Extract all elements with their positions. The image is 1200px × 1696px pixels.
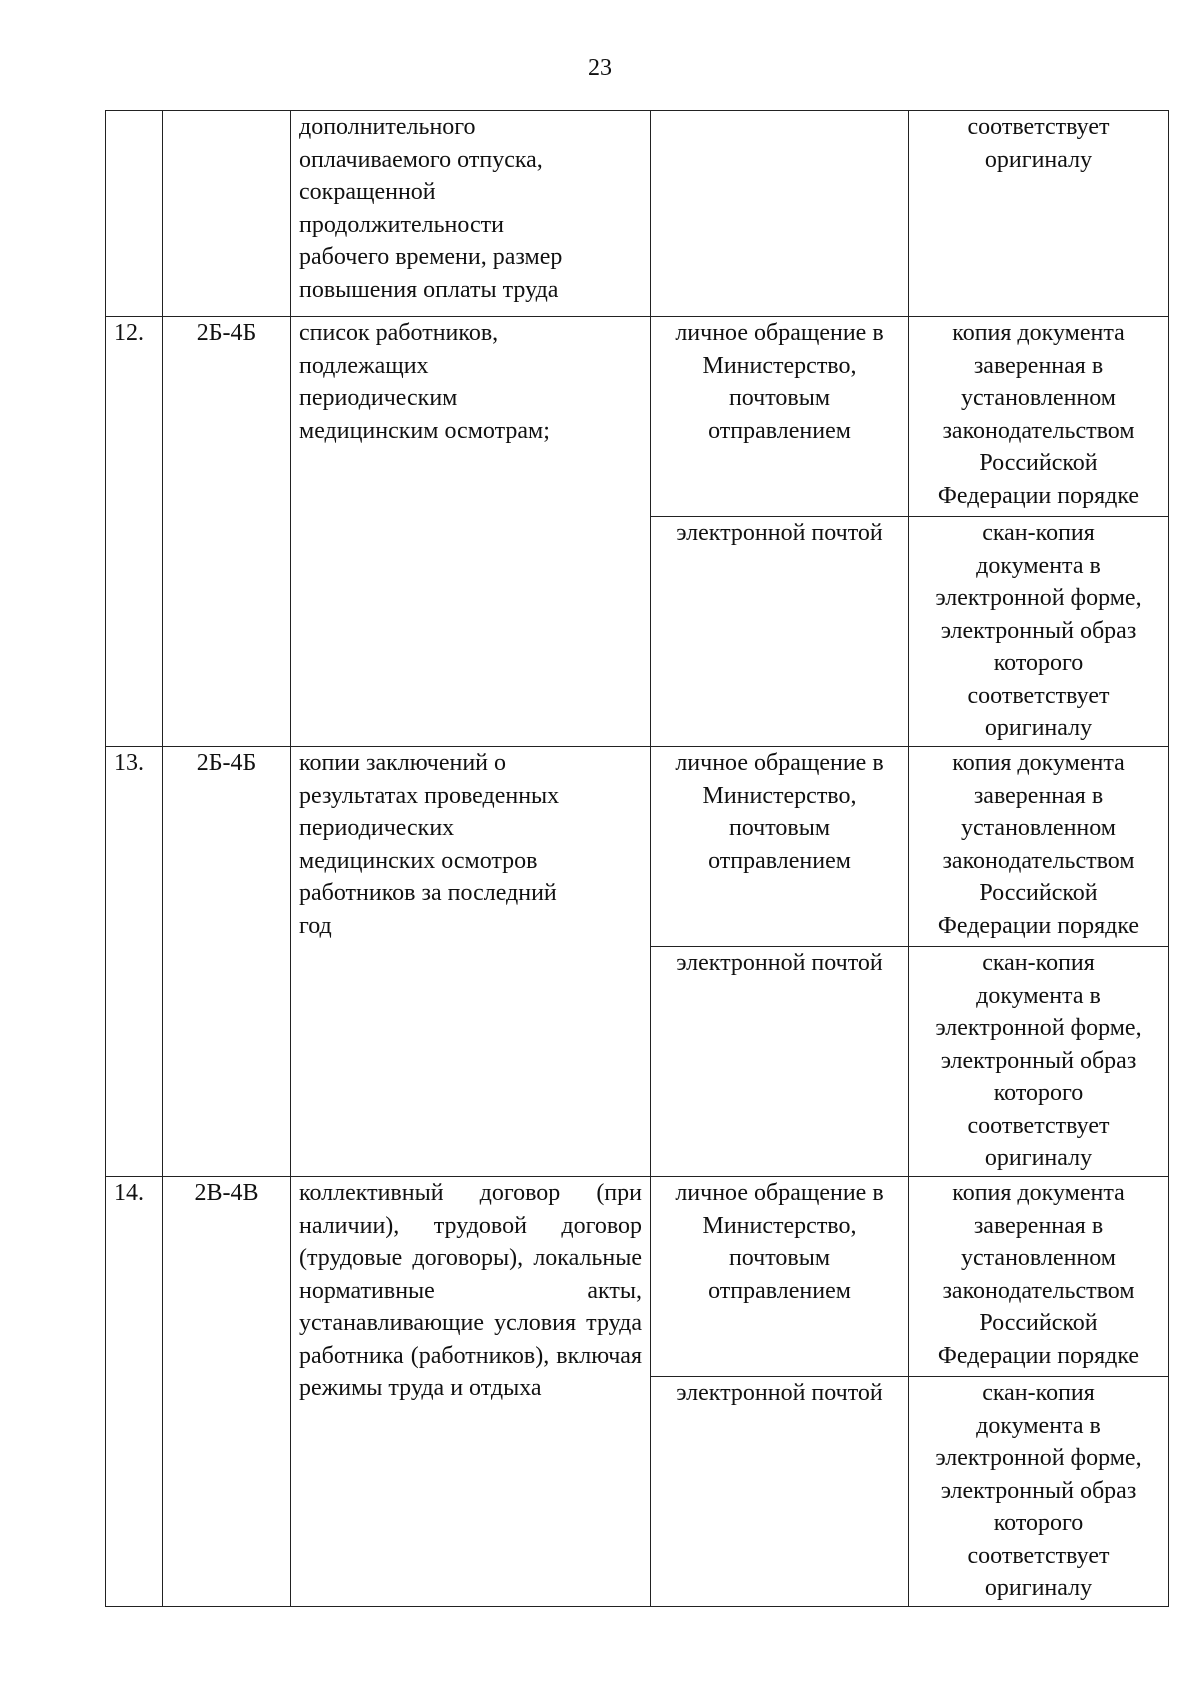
document-form: скан-копия документа в электронной форме, электронный образ которого соответствует оригиналу (909, 947, 1169, 1177)
submission-method: электронной почтой (651, 947, 909, 1177)
table-row (106, 1177, 1169, 1377)
document-form: копия документа заверенная в установленном законодательством Российской Федерации порядке (909, 747, 1169, 947)
row-description: дополнительного оплачиваемого отпуска, сокращенной продолжительности рабочего времени, размер повышения оплаты труда (291, 111, 651, 317)
row-code: 2В-4В (163, 1177, 291, 1607)
document-form: соответствует оригиналу (909, 111, 1169, 317)
document-form: копия документа заверенная в установленном законодательством Российской Федерации порядке (909, 1177, 1169, 1377)
row-number: 14. (106, 1177, 163, 1607)
submission-method: электронной почтой (651, 517, 909, 747)
submission-method: личное обращение в Министерство, почтовым отправлением (651, 1177, 909, 1377)
row-code: 2Б-4Б (163, 317, 291, 747)
documents-table (105, 110, 1169, 1607)
row-description: копии заключений о результатах проведенных периодических медицинских осмотров работников за последний год (291, 747, 651, 1177)
row-code: 2Б-4Б (163, 747, 291, 1177)
submission-method: личное обращение в Министерство, почтовым отправлением (651, 317, 909, 517)
page-number: 23 (588, 55, 612, 81)
row-description: коллективный договор (при наличии), трудовой договор (трудовые договоры), локальные нормативные акты, устанавливающие условия труда работника (работников), включая режимы труда и отдыха (291, 1177, 651, 1607)
table-row (106, 317, 1169, 517)
row-code (163, 111, 291, 317)
row-number: 13. (106, 747, 163, 1177)
row-number (106, 111, 163, 317)
document-form: скан-копия документа в электронной форме, электронный образ которого соответствует оригиналу (909, 517, 1169, 747)
table-row (106, 747, 1169, 947)
document-form: копия документа заверенная в установленном законодательством Российской Федерации порядке (909, 317, 1169, 517)
submission-method: личное обращение в Министерство, почтовым отправлением (651, 747, 909, 947)
row-description: список работников, подлежащих периодическим медицинским осмотрам; (291, 317, 651, 747)
row-number: 12. (106, 317, 163, 747)
table-row (106, 111, 1169, 317)
submission-method (651, 111, 909, 317)
document-form: скан-копия документа в электронной форме, электронный образ которого соответствует оригиналу (909, 1377, 1169, 1607)
submission-method: электронной почтой (651, 1377, 909, 1607)
